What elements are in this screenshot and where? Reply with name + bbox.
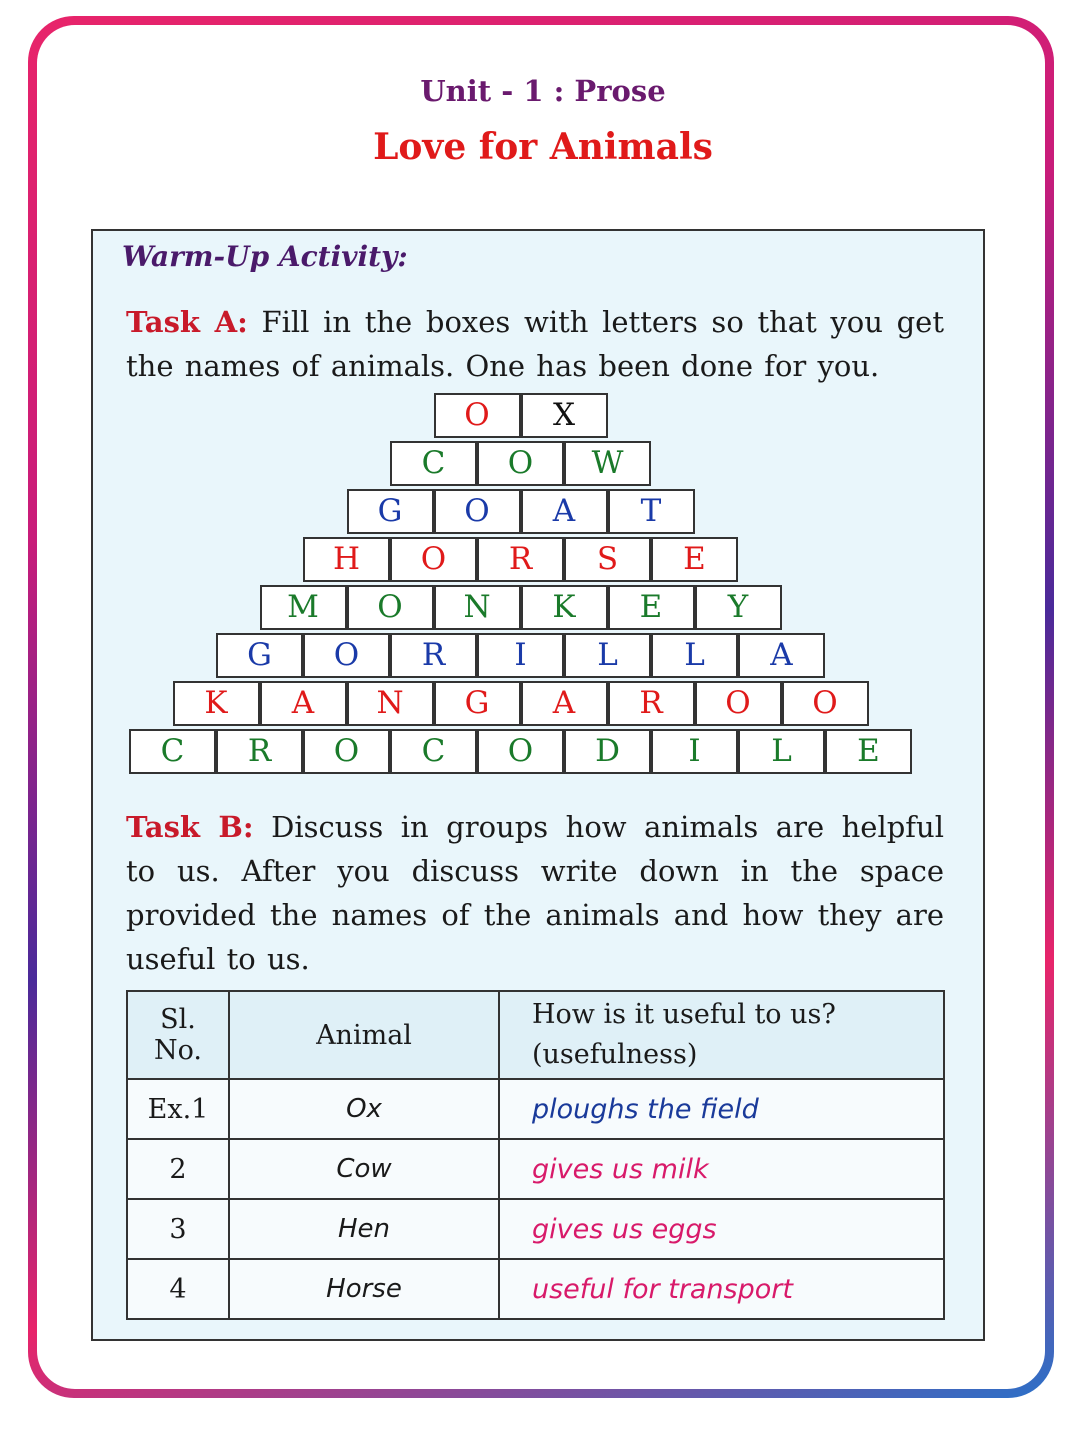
pyramid-letter-box: G	[347, 489, 434, 534]
pyramid-letter-box: N	[434, 585, 521, 630]
pyramid-letter-box: G	[434, 681, 521, 726]
pyramid-letter-box: O	[477, 441, 564, 486]
warm-up-heading: Warm-Up Activity:	[122, 240, 408, 273]
pyramid-letter-box: N	[347, 681, 434, 726]
pyramid-letter-box: I	[651, 729, 738, 774]
table-row	[127, 1079, 944, 1139]
pyramid-letter-box: C	[390, 729, 477, 774]
row-usefulness: useful for transport	[499, 1259, 944, 1319]
table-row	[127, 1139, 944, 1199]
pyramid-letter-box: G	[216, 633, 303, 678]
row-animal: Hen	[229, 1199, 499, 1259]
table-row	[127, 1199, 944, 1259]
header-sl-line-1: Sl.	[160, 1004, 196, 1035]
pyramid-letter-box: C	[129, 729, 216, 774]
header-use-line-1: How is it useful to us?	[532, 999, 836, 1030]
pyramid-letter-box: O	[434, 393, 521, 438]
pyramid-letter-box: A	[260, 681, 347, 726]
pyramid-letter-box: C	[390, 441, 477, 486]
pyramid-letter-box: H	[303, 537, 390, 582]
row-animal: Horse	[229, 1259, 499, 1319]
pyramid-letter-box: O	[477, 729, 564, 774]
row-usefulness: gives us milk	[499, 1139, 944, 1199]
pyramid-letter-box: R	[216, 729, 303, 774]
pyramid-letter-box: M	[260, 585, 347, 630]
pyramid-letter-box: R	[477, 537, 564, 582]
task-b-text	[126, 805, 944, 981]
header-use-line-2: (usefulness)	[532, 1039, 698, 1070]
header-sl-line-2: No.	[154, 1035, 202, 1066]
pyramid-letter-box: T	[608, 489, 695, 534]
pyramid-letter-box: W	[564, 441, 651, 486]
pyramid-letter-box: O	[303, 729, 390, 774]
row-sl: 2	[127, 1139, 229, 1199]
task-b-label: Task B:	[126, 810, 254, 844]
pyramid-letter-box: E	[651, 537, 738, 582]
row-sl: 3	[127, 1199, 229, 1259]
pyramid-letter-box: D	[564, 729, 651, 774]
row-sl: 4	[127, 1259, 229, 1319]
pyramid-letter-box: K	[521, 585, 608, 630]
row-animal: Ox	[229, 1079, 499, 1139]
pyramid-letter-box: X	[521, 393, 608, 438]
usefulness-table	[126, 990, 945, 1320]
table-row	[127, 1259, 944, 1319]
pyramid-letter-box: L	[564, 633, 651, 678]
pyramid-letter-box: O	[695, 681, 782, 726]
lesson-title: Love for Animals	[373, 126, 713, 168]
pyramid-letter-box: R	[390, 633, 477, 678]
pyramid-letter-box: R	[608, 681, 695, 726]
unit-heading: Unit - 1 : Prose	[420, 74, 666, 108]
task-a-text	[126, 300, 944, 388]
row-usefulness: gives us eggs	[499, 1199, 944, 1259]
header-usefulness	[499, 991, 944, 1079]
pyramid-letter-box: Y	[695, 585, 782, 630]
header-animal: Animal	[229, 991, 499, 1079]
pyramid-letter-box: O	[347, 585, 434, 630]
task-b-line-1: Discuss in groups how animals are helpful	[271, 810, 944, 844]
row-usefulness: ploughs the field	[499, 1079, 944, 1139]
task-a-line-1: Fill in the boxes with letters so that you get	[261, 305, 944, 339]
row-sl: Ex.1	[127, 1079, 229, 1139]
pyramid-letter-box: S	[564, 537, 651, 582]
pyramid-letter-box: I	[477, 633, 564, 678]
row-animal: Cow	[229, 1139, 499, 1199]
pyramid-letter-box: K	[173, 681, 260, 726]
task-a-label: Task A:	[126, 305, 248, 339]
pyramid-letter-box: L	[651, 633, 738, 678]
table-header-row	[127, 991, 944, 1079]
pyramid-letter-box: L	[738, 729, 825, 774]
header-sl-no	[127, 991, 229, 1079]
task-b-line-4: useful to us.	[126, 942, 310, 976]
pyramid-letter-box: O	[390, 537, 477, 582]
pyramid-letter-box: E	[608, 585, 695, 630]
pyramid-letter-box: O	[782, 681, 869, 726]
pyramid-letter-box: A	[521, 681, 608, 726]
pyramid-letter-box: O	[434, 489, 521, 534]
task-b-line-2: to us. After you discuss write down in the space	[126, 854, 944, 888]
task-a-line-2: the names of animals. One has been done for you.	[126, 349, 880, 383]
pyramid-letter-box: E	[825, 729, 912, 774]
pyramid-letter-box: A	[738, 633, 825, 678]
pyramid-letter-box: O	[303, 633, 390, 678]
pyramid-letter-box: A	[521, 489, 608, 534]
task-b-line-3: provided the names of the animals and how they are	[126, 898, 944, 932]
